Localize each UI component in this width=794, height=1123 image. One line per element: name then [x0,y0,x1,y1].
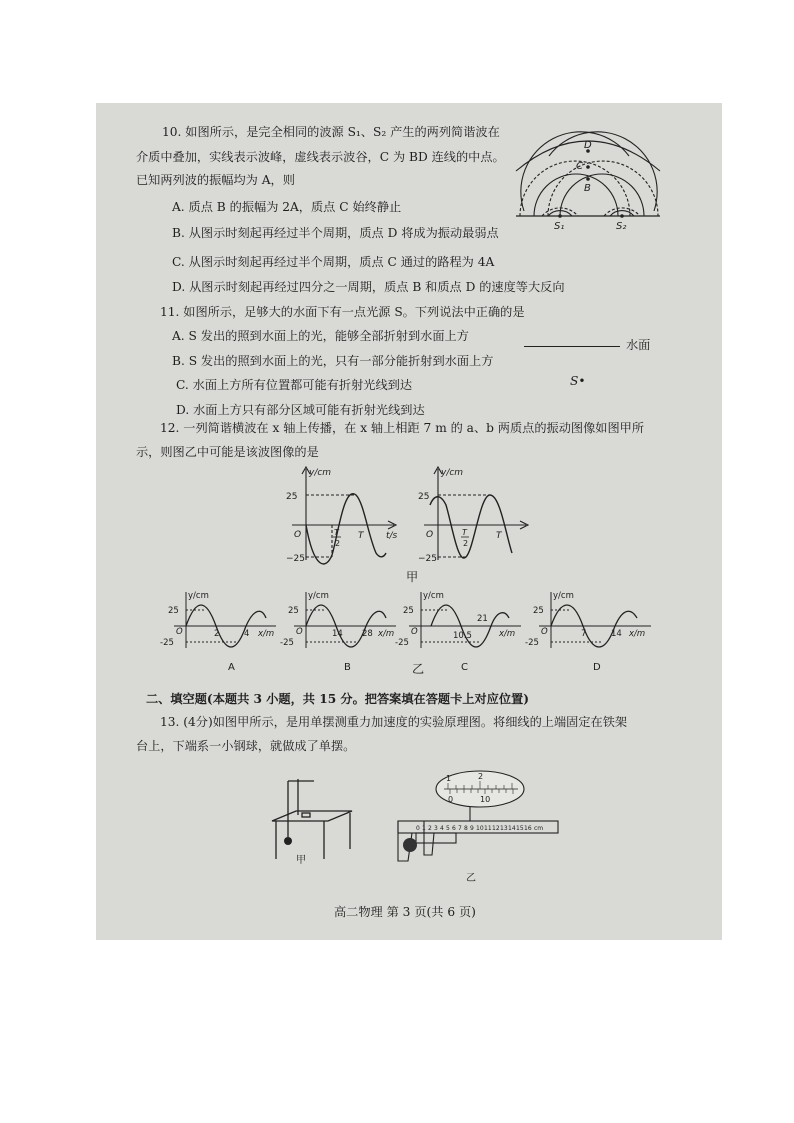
q11-option-a: A. S 发出的照到水面上的光，能够全部折射到水面上方 [172,329,469,343]
xlabel-optB: x/m [378,629,395,639]
amp-pos-a: 25 [286,492,298,502]
point-b [586,177,590,181]
water-surface-line [524,346,620,347]
tick2-optD: 14 [611,629,622,639]
tick1-optB: 14 [332,629,343,639]
label-d: D [584,140,592,151]
vernier-main-2: 2 [478,772,484,781]
ylabel-optC: y/cm [423,591,444,601]
origin-optB: O [296,627,303,637]
ylabel-b: y/cm [441,468,464,478]
pos-optD: 25 [533,606,544,616]
amp-pos-b: 25 [418,492,430,502]
label-optC: C [461,662,468,673]
vibration-graph-b [416,465,536,565]
point-c [586,165,590,169]
caption-yi: 乙 [412,662,425,676]
origin-optA: O [176,627,183,637]
pendulum-caption: 甲 [296,855,306,866]
halfT-num-a: T [334,528,339,537]
xlabel-a: t/s [386,531,398,541]
pos-optB: 25 [288,606,299,616]
q11-option-b: B. S 发出的照到水面上的光，只有一部分能折射到水面上方 [172,354,494,368]
wave-graph-options [136,588,676,678]
scale-16: 16 [524,825,532,832]
pos-optA: 25 [168,606,179,616]
vernier-main-1: 1 [446,774,452,783]
water-label: 水面 [626,338,651,352]
label-optB: B [344,662,351,673]
vernier-sub-0: 0 [448,795,454,804]
q10-option-c: C. 从图示时刻起再经过半个周期，质点 C 通过的路程为 4A [172,255,495,269]
neg-optA: -25 [160,638,174,648]
tick2-optC: 21 [477,614,488,624]
option-a-graph [160,591,276,673]
scale-unit: cm [534,825,544,832]
scale-7: 7 [458,825,462,832]
vernier-caliper [376,769,566,884]
tick1-optA: 2 [214,629,220,639]
section2-heading: 二、填空题(本题共 3 小题，共 15 分。把答案填在答题卡上对应位置) [146,692,530,706]
option-b-graph [280,591,396,673]
pendulum-apparatus [266,771,356,866]
label-optD: D [593,662,601,673]
scale-4: 4 [440,825,444,832]
scale-2: 2 [428,825,432,832]
scale-3: 3 [434,825,438,832]
label-s1: S₁ [554,221,565,232]
caption-jia: 甲 [406,570,419,584]
origin-b: O [426,530,434,540]
halfT-den-b: 2 [463,539,469,548]
tick2-optB: 28 [362,629,373,639]
T-a: T [358,531,364,541]
amp-neg-a: −25 [286,554,305,564]
ylabel-optB: y/cm [308,591,329,601]
q13-stem-line1: 13. (4分)如图甲所示，是用单摆测重力加速度的实验原理图。将细线的上端固定在铁架 [160,715,628,729]
q13-stem-line2: 台上，下端系一小钢球，就做成了单摆。 [136,739,356,753]
origin-optC: O [411,627,418,637]
neg-optD: -25 [525,638,539,648]
interference-figure [514,121,664,236]
origin-a: O [294,530,302,540]
neg-optC: -25 [395,638,409,648]
origin-optD: O [541,627,548,637]
scale-8: 8 [464,825,468,832]
tick1-optD: 7 [581,629,587,639]
caliper-caption: 乙 [466,873,476,884]
q10-option-a: A. 质点 B 的振幅为 2A，质点 C 始终静止 [172,200,402,214]
scale-12: 12 [492,825,500,832]
scale-11: 11 [484,825,492,832]
q11-stem: 11. 如图所示，足够大的水面下有一点光源 S。下列说法中正确的是 [160,305,525,319]
q10-stem-line1: 10. 如图所示，是完全相同的波源 S₁、S₂ 产生的两列简谐波在 [162,125,500,139]
q12-stem-line1: 12. 一列简谐横波在 x 轴上传播，在 x 轴上相距 7 m 的 a、b 两质点的振动图像如图甲所 [160,421,645,435]
scale-15: 15 [516,825,524,832]
amp-neg-b: −25 [418,554,437,564]
light-source-label: S• [570,374,586,388]
steel-ball [403,838,417,852]
scale-9: 9 [470,825,474,832]
q11-option-c: C. 水面上方所有位置都可能有折射光线到达 [176,378,413,392]
label-c: C [576,161,583,172]
scale-13: 13 [500,825,508,832]
halfT-num-b: T [462,528,467,537]
q10-option-b: B. 从图示时刻起再经过半个周期，质点 D 将成为振动最弱点 [172,226,499,240]
scale-6: 6 [452,825,456,832]
pos-optC: 25 [403,606,414,616]
scale-14: 14 [508,825,516,832]
q11-option-d: D. 水面上方只有部分区域可能有折射光线到达 [176,403,425,417]
q10-stem-line2: 介质中叠加，实线表示波峰，虚线表示波谷，C 为 BD 连线的中点。 [136,150,505,164]
ylabel-optD: y/cm [553,591,574,601]
neg-optB: -25 [280,638,294,648]
scale-10: 10 [476,825,484,832]
ylabel-a: y/cm [309,468,332,478]
scale-5: 5 [446,825,450,832]
label-s2: S₂ [616,221,627,232]
q10-option-d: D. 从图示时刻起再经过四分之一周期，质点 B 和质点 D 的速度等大反向 [172,280,565,294]
scale-0: 0 [416,825,420,832]
vernier-sub-10: 10 [480,795,491,804]
label-b: B [584,183,591,194]
halfT-den-a: 2 [335,539,341,548]
option-d-graph [525,591,651,673]
page-footer: 高二物理 第 3 页(共 6 页) [334,905,476,919]
exam-page [96,103,722,940]
xlabel-optC: x/m [499,629,516,639]
q10-stem-line3: 已知两列波的振幅均为 A，则 [136,173,295,187]
xlabel-optD: x/m [629,629,646,639]
label-optA: A [228,662,235,673]
tick2-optA: 4 [244,629,250,639]
ylabel-optA: y/cm [188,591,209,601]
scale-1: 1 [422,825,426,832]
q12-stem-line2: 示，则图乙中可能是该波图像的是 [136,445,319,459]
tick1-optC: 10.5 [453,631,472,641]
vibration-graph-a [284,465,404,565]
xlabel-optA: x/m [258,629,275,639]
T-b: T [496,531,502,541]
